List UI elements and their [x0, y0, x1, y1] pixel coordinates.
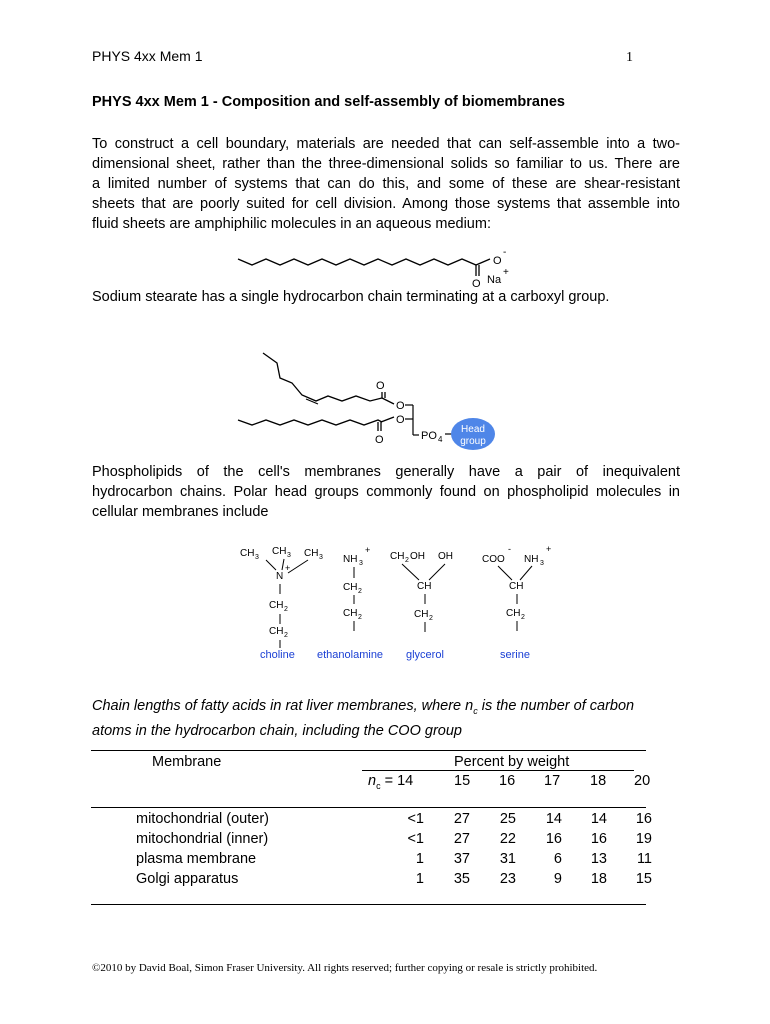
svg-text:3: 3 — [319, 554, 323, 561]
table-top-rule — [91, 750, 646, 751]
svg-text:3: 3 — [287, 552, 291, 559]
table-cell: <1 — [407, 811, 424, 827]
svg-text:CH: CH — [506, 608, 521, 619]
charge-minus: - — [503, 247, 507, 258]
head-group-label-glycerol: glycerol — [406, 649, 444, 661]
head-group-label-serine: serine — [500, 649, 530, 661]
column-header-membrane: Membrane — [152, 754, 222, 770]
table-cell: 16 — [635, 811, 652, 827]
copyright-footer: ©2010 by David Boal, Simon Fraser University. All rights reserved; further copying or resale is strictly prohibited. — [92, 962, 598, 974]
svg-text:2: 2 — [284, 606, 288, 613]
svg-text:CH: CH — [417, 581, 432, 592]
column-header-chain: 17 — [544, 773, 561, 789]
table-row-membrane: plasma membrane — [136, 851, 257, 867]
ester-bond — [381, 417, 394, 422]
table-cell: 1 — [415, 871, 424, 887]
choline-structure — [240, 546, 323, 648]
head-group-label-ethanolamine: ethanolamine — [317, 649, 384, 661]
head-group-label: Head — [461, 424, 485, 435]
svg-text:2: 2 — [358, 614, 362, 621]
table-cell: 1 — [415, 851, 424, 867]
column-header-chain: 16 — [499, 773, 516, 789]
head-group-label-choline: choline — [260, 649, 295, 661]
svg-text:N: N — [276, 571, 284, 582]
column-header-chain: 20 — [634, 773, 651, 789]
table-cell: 25 — [499, 811, 516, 827]
ester-bond — [382, 398, 394, 404]
svg-text:COO: COO — [482, 554, 505, 565]
svg-text:3: 3 — [255, 554, 259, 561]
svg-text:CH: CH — [390, 551, 405, 562]
table-cell: 31 — [499, 851, 516, 867]
oxygen-atom: O — [375, 434, 384, 446]
table-row-membrane: Golgi apparatus — [136, 871, 239, 887]
document-title: PHYS 4xx Mem 1 - Composition and self-assembly of biomembranes — [92, 94, 565, 110]
phosphate-subscript: 4 — [438, 435, 443, 444]
svg-text:2: 2 — [429, 615, 433, 622]
running-header: PHYS 4xx Mem 1 — [92, 48, 203, 64]
table-header-rule — [91, 807, 646, 808]
intro-line: fluid sheets are amphiphilic molecules in an aqueous medium: — [92, 216, 491, 232]
saturated-chain — [238, 420, 382, 425]
column-header-nc: $n_c = 14$ — [368, 773, 414, 791]
svg-text:-: - — [508, 544, 511, 554]
intro-paragraph — [92, 134, 680, 234]
svg-text:CH: CH — [509, 581, 524, 592]
table-cell: 14 — [545, 811, 562, 827]
table-bottom-rule — [91, 904, 646, 905]
table-cell: 37 — [453, 851, 470, 867]
svg-text:+: + — [365, 545, 371, 555]
oxygen-atom: O — [376, 380, 385, 392]
phospholipid-line: cellular membranes include — [92, 504, 269, 520]
table-cell: 16 — [545, 831, 562, 847]
phospholipid-line: hydrocarbon chains. Polar head groups commonly found on phospholipid molecules in — [92, 484, 680, 500]
svg-text:3: 3 — [359, 560, 363, 567]
svg-text:CH: CH — [240, 548, 255, 559]
svg-text:CH: CH — [343, 582, 358, 593]
table-cell: 19 — [635, 831, 652, 847]
svg-text:2: 2 — [521, 614, 525, 621]
table-cell: 27 — [453, 831, 470, 847]
ethanolamine-structure — [343, 545, 370, 631]
table-caption-line: Chain lengths of fatty acids in rat liver membranes, where $n_c$ is the number of carbon — [92, 698, 635, 716]
column-header-chain: 15 — [454, 773, 471, 789]
sodium-stearate-structure — [230, 240, 530, 290]
svg-text:OH: OH — [410, 551, 425, 562]
svg-text:CH: CH — [304, 548, 319, 559]
table-cell: 9 — [553, 871, 562, 887]
table-cell: 14 — [590, 811, 607, 827]
svg-text:2: 2 — [358, 588, 362, 595]
column-header-chain: 18 — [590, 773, 607, 789]
table-caption — [92, 696, 682, 741]
table-cell: 22 — [499, 831, 516, 847]
table-cell: 11 — [636, 851, 652, 867]
table-cell: 23 — [499, 871, 516, 887]
svg-text:NH: NH — [343, 554, 358, 565]
serine-structure — [482, 544, 551, 631]
table-cell: 16 — [590, 831, 607, 847]
phospholipid-paragraph — [92, 462, 680, 522]
glycerol-structure — [390, 551, 453, 632]
table-cell: 13 — [590, 851, 607, 867]
svg-text:CH: CH — [414, 609, 429, 620]
svg-text:+: + — [546, 544, 552, 554]
table-cell: 6 — [553, 851, 562, 867]
unsaturated-chain — [263, 353, 382, 401]
svg-text:CH: CH — [269, 600, 284, 611]
table-row-membrane: mitochondrial (inner) — [136, 831, 269, 847]
table-cell: 35 — [453, 871, 470, 887]
table-caption-line: atoms in the hydrocarbon chain, including the COO group — [92, 722, 462, 739]
phospholipid-line: Phospholipids of the cell's membranes generally have a pair of inequivalent — [92, 464, 680, 480]
table-cell: 27 — [453, 811, 470, 827]
table-cell: 15 — [635, 871, 652, 887]
table-cell: 18 — [590, 871, 607, 887]
intro-line: To construct a cell boundary, materials are needed that can self-assemble into a two- — [92, 136, 680, 152]
intro-line: sheets that are poorly suited for cell division. Among those systems that assemble into — [92, 196, 680, 212]
stearate-chain — [238, 259, 490, 265]
table-row-membrane: mitochondrial (outer) — [136, 811, 269, 827]
intro-line: a limited number of systems that can do this, and some of these are shear-resistant — [92, 176, 680, 192]
column-header-percent: Percent by weight — [454, 754, 570, 770]
intro-line: dimensional sheet, rather than the three-dimensional solids so familiar to us. There are — [92, 156, 680, 172]
sodium-ion: Na — [487, 274, 502, 286]
oxygen-atom: O — [396, 400, 405, 412]
table-cell: <1 — [407, 831, 424, 847]
svg-text:2: 2 — [284, 632, 288, 639]
svg-text:CH: CH — [269, 626, 284, 637]
svg-text:3: 3 — [540, 560, 544, 567]
svg-text:NH: NH — [524, 554, 539, 565]
phospholipid-structure — [230, 345, 530, 455]
phosphate-group: PO — [421, 430, 437, 442]
svg-text:2: 2 — [405, 557, 409, 564]
svg-text:+: + — [285, 563, 291, 573]
oxygen-atom: O — [472, 278, 481, 290]
charge-plus: + — [503, 267, 509, 278]
percent-underline — [362, 770, 634, 771]
page-number: 1 — [626, 50, 633, 65]
oxygen-atom: O — [396, 414, 405, 426]
svg-text:OH: OH — [438, 551, 453, 562]
svg-text:CH: CH — [343, 608, 358, 619]
stearate-caption: Sodium stearate has a single hydrocarbon chain terminating at a carboxyl group. — [92, 289, 610, 305]
oxygen-atom: O — [493, 255, 502, 267]
head-groups-figure — [230, 540, 560, 670]
head-group-label: group — [460, 436, 486, 447]
svg-text:CH: CH — [272, 546, 287, 557]
